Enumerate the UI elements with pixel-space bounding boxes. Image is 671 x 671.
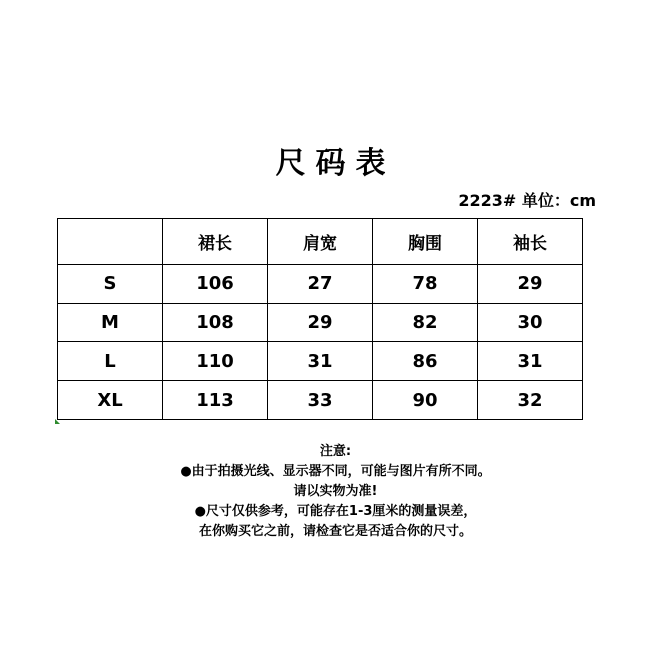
value-cell: 86 — [373, 342, 478, 381]
notes-line: 请以实物为准! — [293, 484, 378, 499]
notes-line: ●由于拍摄光线、显示器不同，可能与图片有所不同。 — [180, 464, 491, 479]
table-row — [58, 381, 583, 420]
header-cell-skirt-length: 裙长 — [163, 219, 268, 265]
table-row — [58, 303, 583, 342]
corner-mark-icon — [55, 419, 60, 424]
size-cell: S — [58, 264, 163, 303]
size-cell: L — [58, 342, 163, 381]
table-header-row — [58, 219, 583, 265]
notes-block — [0, 442, 671, 542]
value-cell: 31 — [268, 342, 373, 381]
value-cell: 108 — [163, 303, 268, 342]
value-cell: 90 — [373, 381, 478, 420]
value-cell: 33 — [268, 381, 373, 420]
size-cell: M — [58, 303, 163, 342]
value-cell: 29 — [268, 303, 373, 342]
value-cell: 78 — [373, 264, 478, 303]
header-cell-bust: 胸围 — [373, 219, 478, 265]
value-cell: 31 — [478, 342, 583, 381]
value-cell: 27 — [268, 264, 373, 303]
notes-line: 在你购买它之前，请检查它是否适合你的尺寸。 — [198, 524, 472, 539]
size-table — [57, 218, 583, 420]
value-cell: 106 — [163, 264, 268, 303]
value-cell: 32 — [478, 381, 583, 420]
notes-line: ●尺寸仅供参考，可能存在1-3厘米的测量误差， — [194, 504, 477, 519]
header-cell-corner — [58, 219, 163, 265]
value-cell: 82 — [373, 303, 478, 342]
value-cell: 30 — [478, 303, 583, 342]
unit-label: 2223# 单位：cm — [458, 191, 596, 210]
value-cell: 110 — [163, 342, 268, 381]
table-row — [58, 342, 583, 381]
size-cell: XL — [58, 381, 163, 420]
header-cell-sleeve: 袖长 — [478, 219, 583, 265]
notes-heading: 注意: — [319, 444, 352, 459]
table-row — [58, 264, 583, 303]
value-cell: 29 — [478, 264, 583, 303]
page-title: 尺码表 — [275, 146, 396, 181]
header-cell-shoulder: 肩宽 — [268, 219, 373, 265]
value-cell: 113 — [163, 381, 268, 420]
